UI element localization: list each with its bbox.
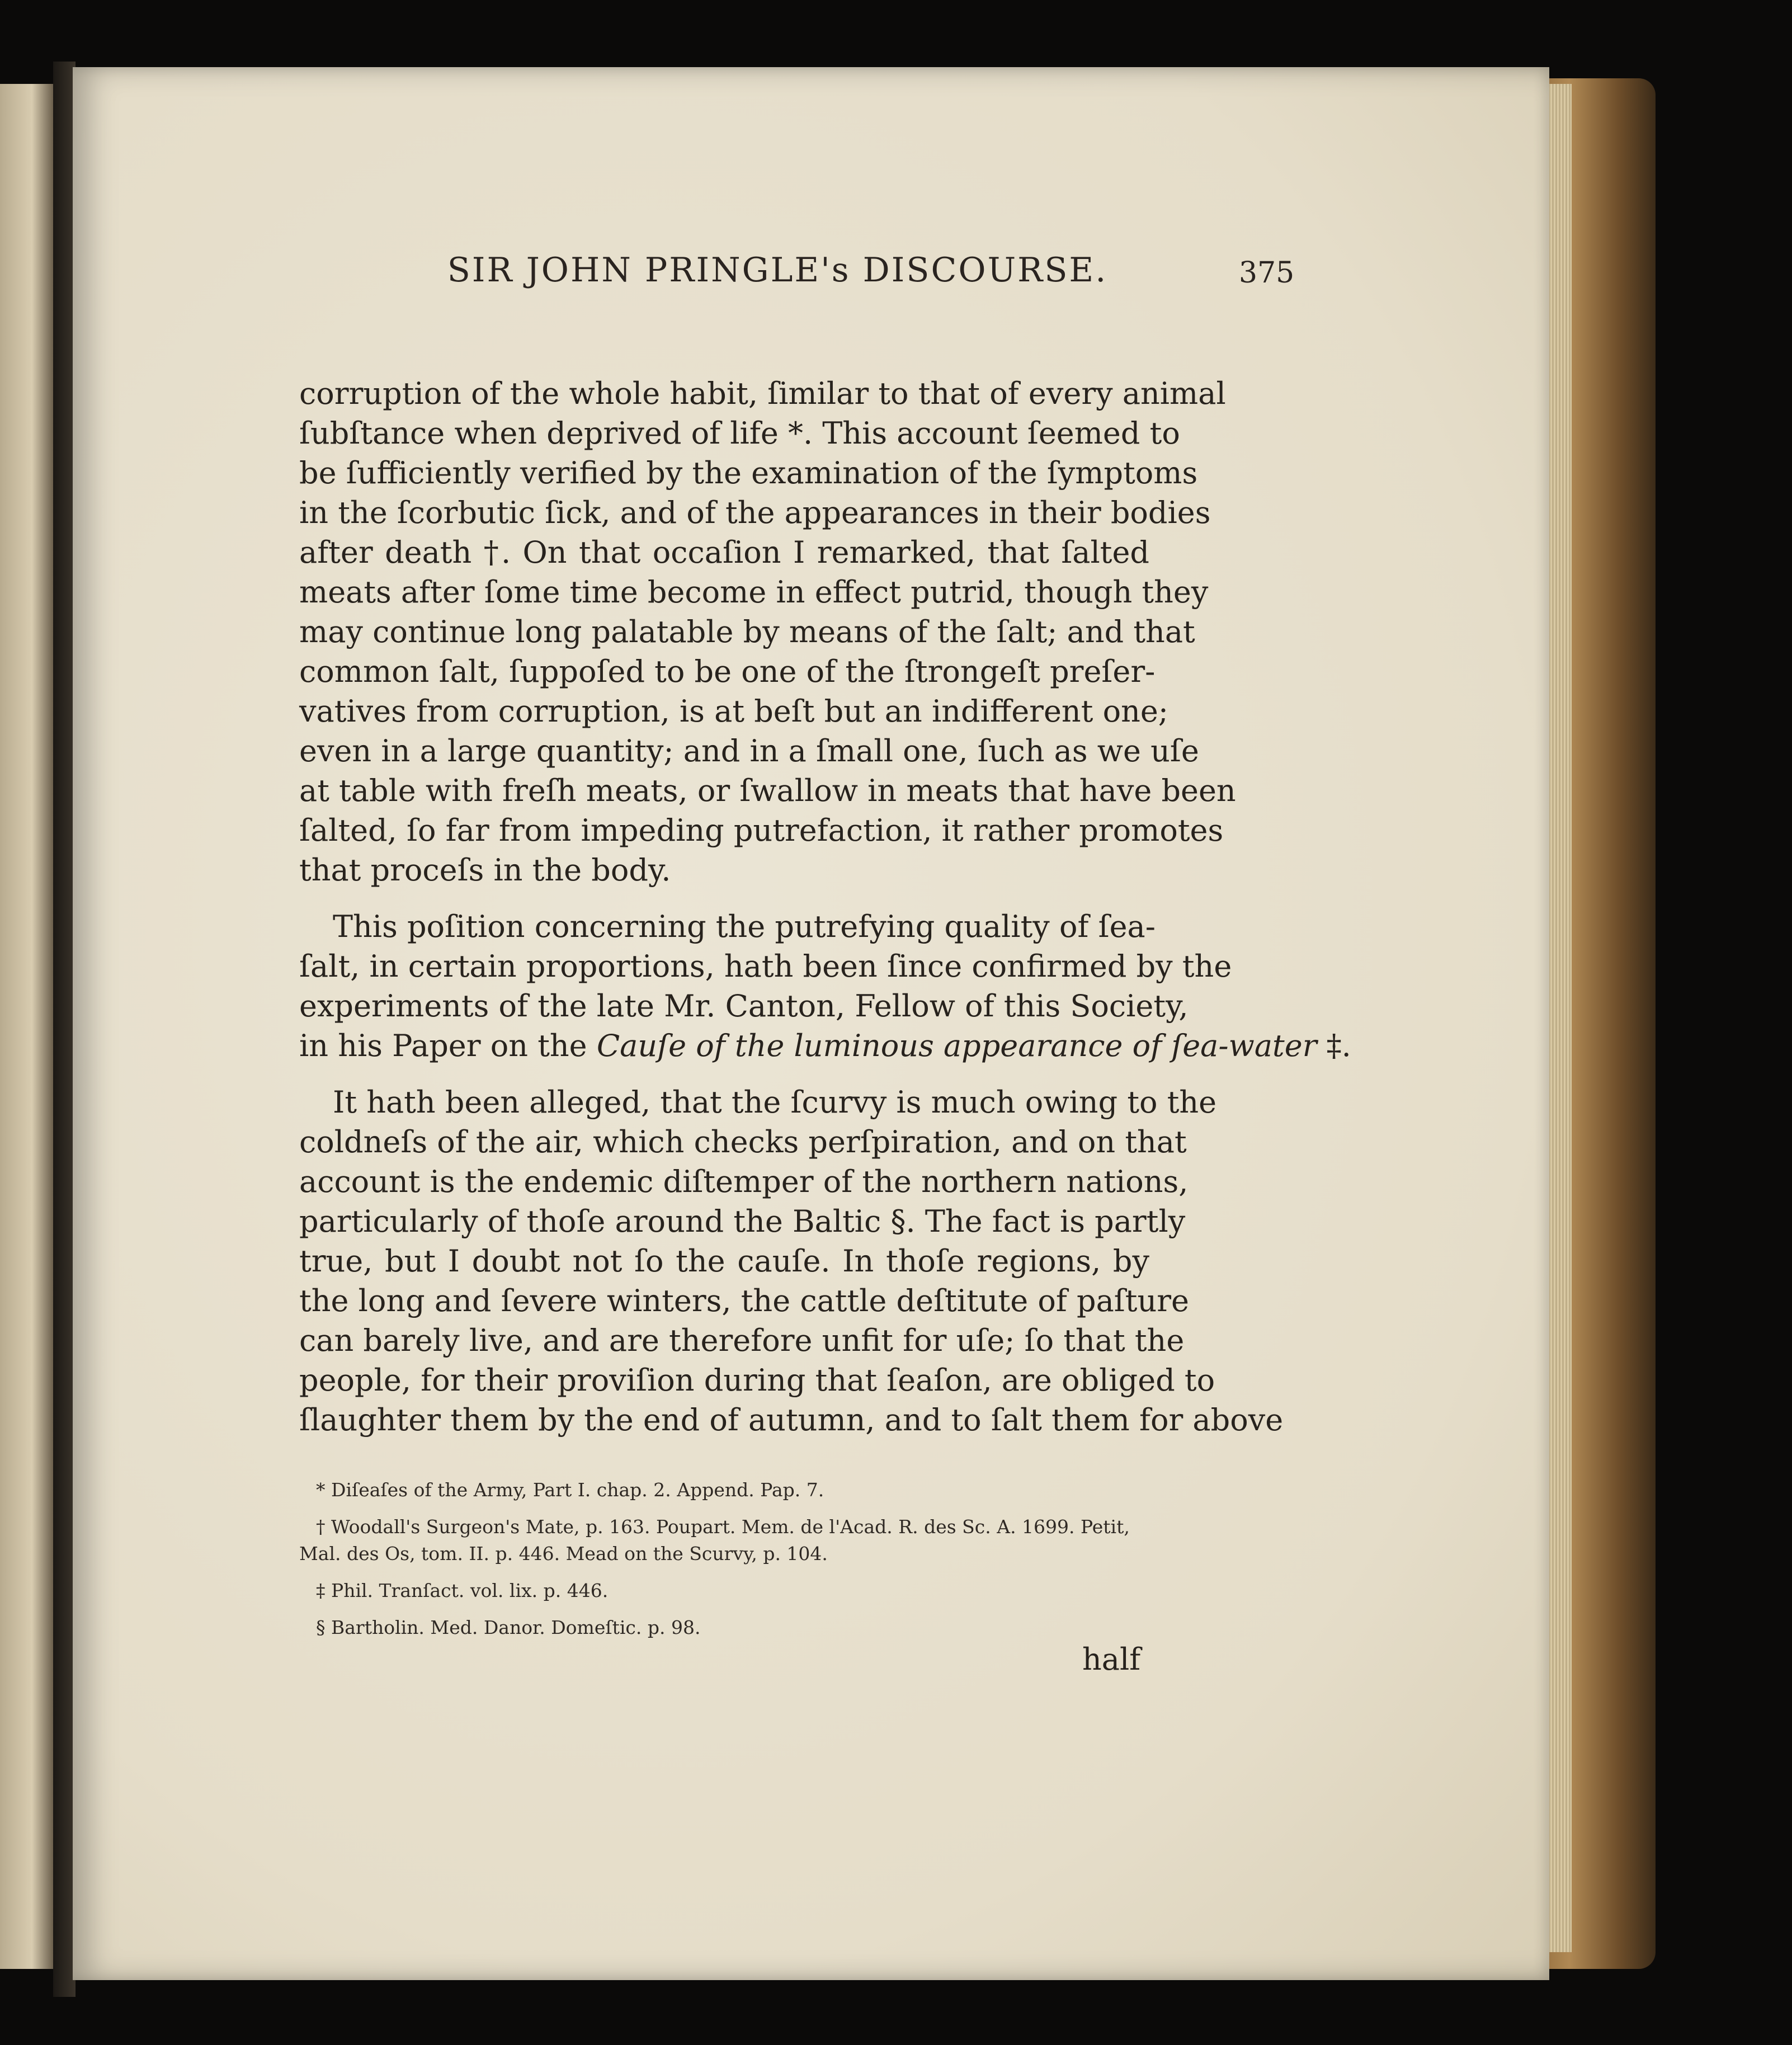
footnote — [299, 1477, 1149, 1504]
text-line: This poſition concerning the putrefying quality of ſea- — [333, 909, 1156, 944]
text-line: at table with freſh meats, or ſwallow in meats that have been — [299, 773, 1236, 808]
text-line: the long and ſevere winters, the cattle deſtitute of paſture — [299, 1283, 1189, 1318]
text-line: coldneſs of the air, which checks perſpiration, and on that — [299, 1124, 1187, 1160]
text-line: vatives from corruption, is at beſt but an indifferent one; — [299, 694, 1169, 729]
text-line: particularly of thoſe around the Baltic §. The fact is partly — [299, 1204, 1186, 1239]
footnotes — [299, 1477, 1149, 1641]
footnote — [299, 1577, 1149, 1604]
catchword: half — [1082, 1642, 1141, 1677]
text-line: ſlaughter them by the end of autumn, and to ſalt them for above — [299, 1402, 1284, 1438]
footnote-line: ‡ Phil. Tranſact. vol. lix. p. 446. — [316, 1580, 609, 1601]
page-number: 375 — [1239, 256, 1295, 290]
paragraph — [299, 374, 1236, 890]
book-gutter — [53, 62, 76, 1997]
text-line: ſalted, ſo far from impeding putrefaction, it rather promotes — [299, 813, 1224, 848]
text-line: in the ſcorbutic ſick, and of the appearances in their bodies — [299, 495, 1211, 530]
text-line: account is the endemic diſtemper of the northern nations, — [299, 1164, 1189, 1199]
footnote — [299, 1614, 1149, 1641]
footnote — [299, 1514, 1149, 1567]
footnote-mark: ‡. — [1317, 1028, 1351, 1063]
text-line: ſubſtance when deprived of life *. This account ſeemed to — [299, 416, 1180, 451]
running-head: SIR JOHN PRINGLE's DISCOURSE. — [447, 251, 1108, 290]
text-line: ſalt, in certain proportions, hath been ſince confirmed by the — [299, 949, 1232, 984]
footnote-line: † Woodall's Surgeon's Mate, p. 163. Poupart. Mem. de l'Acad. R. des Sc. A. 1699. Petit, — [316, 1516, 1130, 1538]
italic-title: Cauſe of the luminous appearance of ſea-water — [596, 1028, 1317, 1063]
text-line: It hath been alleged, that the ſcurvy is much owing to the — [333, 1085, 1217, 1120]
text-line: corruption of the whole habit, ſimilar to that of every animal — [299, 376, 1226, 411]
text-line: be ſufficiently verified by the examination of the ſymptoms — [299, 455, 1198, 491]
footnote-gap — [299, 1567, 1149, 1577]
body-text — [299, 374, 1351, 1440]
text-line: people, for their proviſion during that ſeaſon, are obliged to — [299, 1363, 1215, 1398]
text-line: after death †. On that occaſion I remarked, that ſalted — [299, 535, 1149, 570]
text-line: experiments of the late Mr. Canton, Fellow of this Society, — [299, 988, 1189, 1024]
text-line: even in a large quantity; and in a ſmall one, ſuch as we uſe — [299, 733, 1199, 769]
footnote-line: § Bartholin. Med. Danor. Domeſtic. p. 98. — [316, 1617, 701, 1638]
text-line: meats after ſome time become in effect putrid, though they — [299, 574, 1209, 610]
paragraph — [299, 1082, 1284, 1440]
text-line: may continue long palatable by means of the ſalt; and that — [299, 614, 1195, 649]
text-line: common ſalt, ſuppoſed to be one of the ſtrongeſt preſer- — [299, 654, 1156, 689]
text-line — [299, 1026, 1351, 1066]
text-segment: in his Paper on the — [299, 1028, 597, 1063]
footnote-line: Mal. des Os, tom. II. p. 446. Mead on the Scurvy, p. 104. — [299, 1543, 828, 1565]
paragraph — [299, 907, 1351, 1066]
footnote-gap — [299, 1504, 1149, 1514]
footnote-line: * Diſeaſes of the Army, Part I. chap. 2. Append. Pap. 7. — [316, 1479, 824, 1501]
left-page-edge — [0, 84, 53, 1969]
paragraph-gap — [299, 1066, 1149, 1082]
text-line: can barely live, and are therefore unfit for uſe; ſo that the — [299, 1323, 1185, 1358]
text-line: true, but I doubt not ſo the cauſe. In thoſe regions, by — [299, 1243, 1149, 1279]
paragraph-gap — [299, 890, 1149, 907]
text-line: that proceſs in the body. — [299, 852, 671, 888]
footnote-gap — [299, 1604, 1149, 1614]
